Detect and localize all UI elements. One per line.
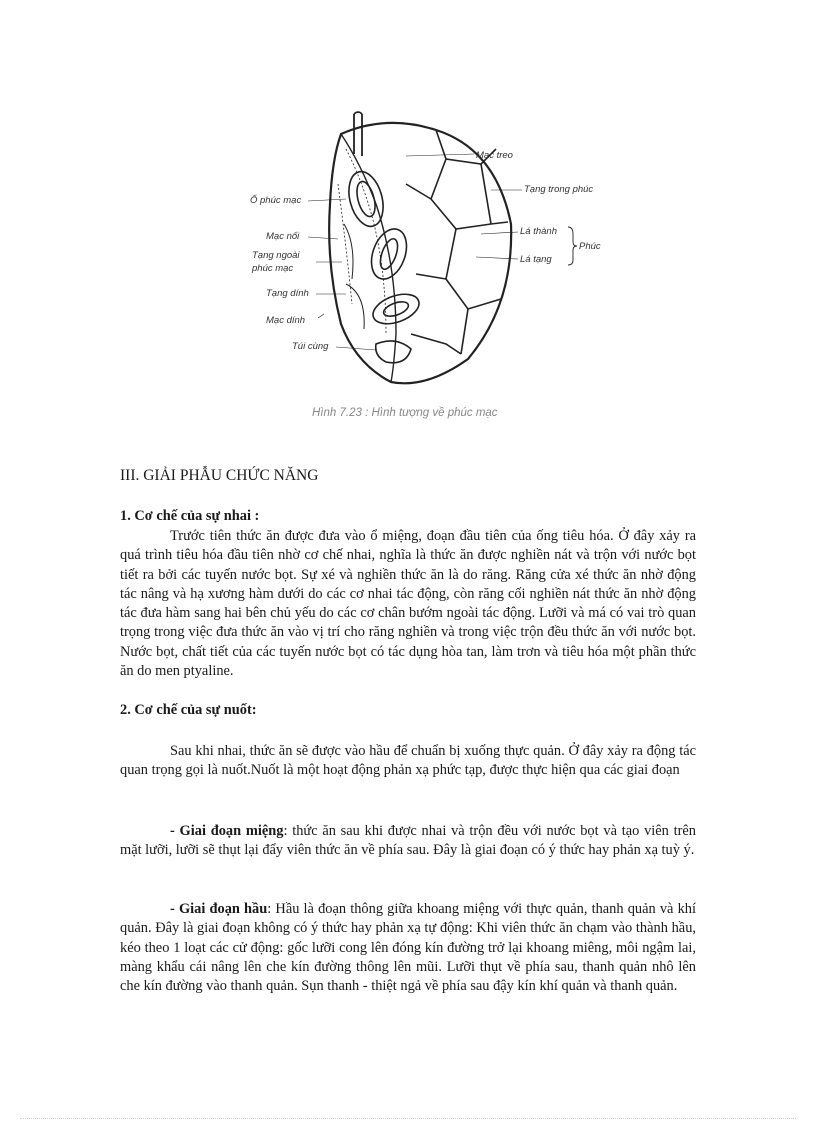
label-o-phuc-mac: Ổ phúc mạc	[250, 195, 302, 206]
chewing-section	[120, 527, 696, 681]
oral-stage-block	[120, 822, 696, 861]
label-tang-trong-phuc: Tạng trong phúc	[524, 184, 594, 195]
pharyngeal-stage-text: : Hầu là đoạn thông giữa khoang miệng với thực quản, thanh quản và khí quản. Đây là giai đoạn không có ý thức hay phản xạ tự động: Khi viên thức ăn chạm vào thành hầu, kéo theo 1 loạt các cử động: gốc lưỡi cong lên đóng kín đường trở lại khoang miêng, môi ngậm lai, màng khẩu cái nâng lên che kín đường thông lên mũi. Lưỡi thụt về phía sau, thanh quản nhô lên che kín đường vào thanh quản. Sụn thanh - thiệt ngả về phía sau đậy kín khí quản và thanh quản.	[120, 901, 696, 995]
section-title: III. GIẢI PHẪU CHỨC NĂNG	[120, 467, 319, 484]
figure-caption: Hình 7.23 : Hình tượng về phúc mạc	[312, 407, 498, 419]
oral-stage-paragraph	[120, 822, 696, 861]
swallowing-heading: 2. Cơ chế của sự nuốt:	[120, 702, 257, 718]
swallowing-paragraph: Sau khi nhai, thức ăn sẽ được vào hầu để chuẩn bị xuống thực quản. Ở đây xảy ra động tác quan trọng gọi là nuốt.Nuốt là một hoạt động phản xạ phức tạp, được thực hiện qua các giai đoạn	[120, 743, 696, 779]
label-tang-ngoai: Tạng ngoài	[252, 250, 300, 261]
label-mac-treo: Mạc treo	[476, 150, 513, 161]
label-la-thanh: Lá thành	[520, 226, 557, 237]
peritoneum-illustration	[246, 104, 616, 404]
oral-stage-text: : thức ăn sau khi được nhai và trộn đều với nước bọt và tạo viên trên mặt lưỡi, lưỡi sẽ thụt lại đẩy viên thức ăn về phía sau. Đây là giai đoạn có ý thức hay phản xạ tuỳ ý.	[120, 823, 696, 859]
pharyngeal-stage-label: - Giai đoạn hầu	[170, 901, 268, 917]
label-tui-cung: Túi cùng	[292, 341, 329, 352]
label-mac-noi: Mạc nối	[266, 231, 300, 242]
label-tang-dinh: Tạng dính	[266, 288, 309, 299]
label-mac-dinh: Mạc dính	[266, 315, 306, 326]
swallowing-section	[120, 742, 696, 781]
label-phuc-mac: phúc mạc	[252, 263, 294, 274]
chewing-heading: 1. Cơ chế của sự nhai :	[120, 508, 260, 524]
pharyngeal-stage-paragraph	[120, 900, 696, 996]
peritoneum-figure	[246, 104, 616, 434]
label-la-tang: Lá tạng	[520, 254, 552, 265]
chewing-paragraph: Trước tiên thức ăn được đưa vào ổ miệng, đoạn đầu tiên của ống tiêu hóa. Ở đây xảy ra quá trình tiêu hóa đầu tiên nhờ cơ chế nhai, nghĩa là thức ăn được nghiền nát và trộn với nước bọt tiết ra bởi các tuyến nước bọt. Sự xé và nghiền thức ăn là do răng. Răng cửa xé thức ăn nhờ động tác nâng và hạ xương hàm dưới do các cơ nhai tác động, còn răng cối nghiền nát thức ăn nhờ động tác đưa hàm sang hai bên chủ yếu do các cơ chân bướm ngoài tác động. Lưỡi và má có vai trò quan trọng trong việc đưa thức ăn vào vị trí cho răng nghiền và trong việc trộn đều thức ăn với nước bọt. Nước bọt, chất tiết của các tuyến nước bọt có tác dụng hòa tan, làm trơn và tiêu hóa một phần thức ăn do men ptyaline.	[120, 528, 696, 680]
page-bottom-border	[20, 1118, 796, 1119]
pharyngeal-stage-block	[120, 900, 696, 996]
oral-stage-label: - Giai đoạn miệng	[170, 823, 284, 839]
label-phuc: Phúc	[579, 241, 601, 252]
